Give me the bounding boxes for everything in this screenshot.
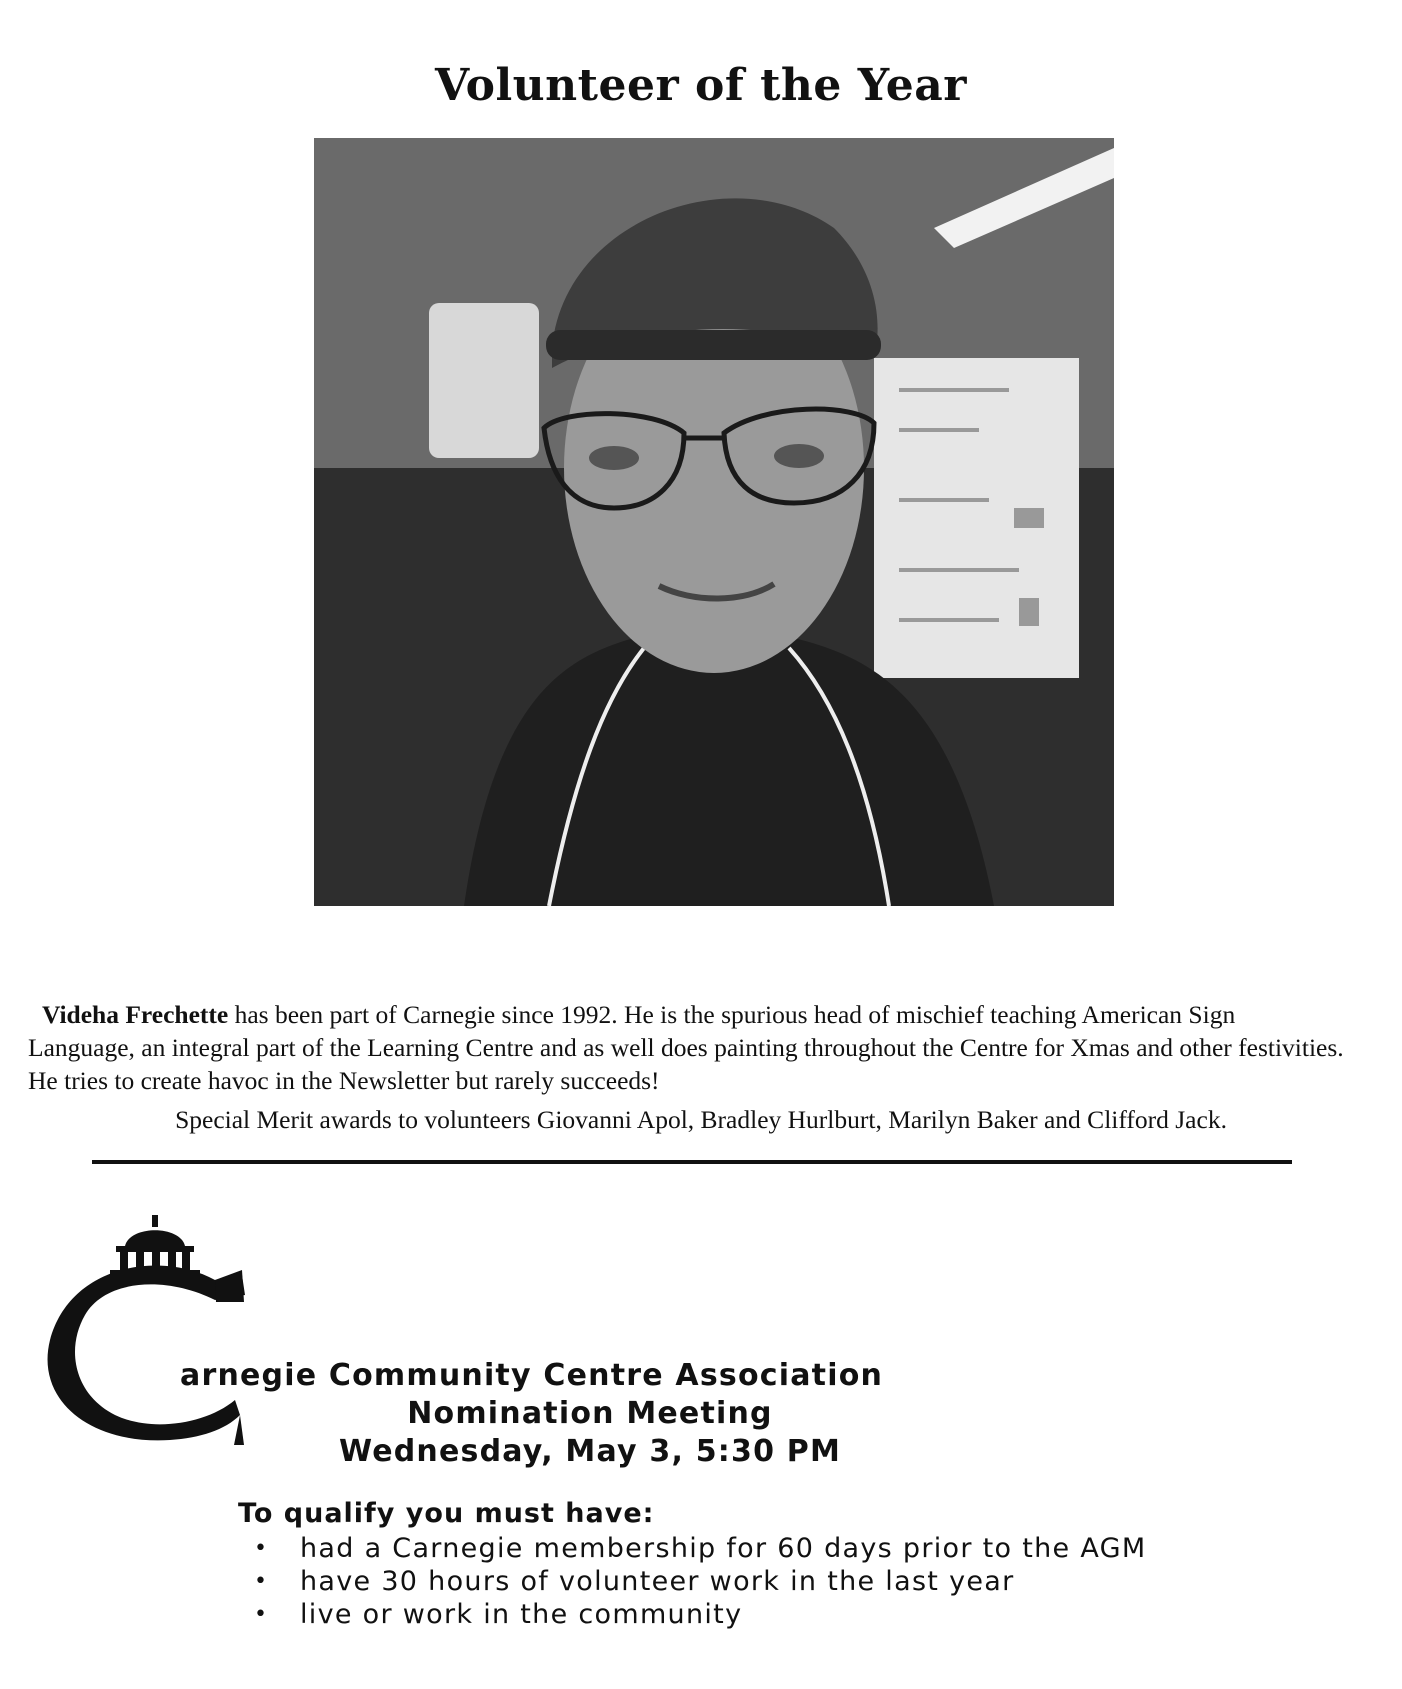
bio-text: has been part of Carnegie since 1992. He is the spurious head of mischief teaching American Sign Language, an integral part of the Learning Centre and as well does painting throughout the Centre for Xmas and other festivities. He tries to create havoc in the Newsletter but rarely succeeds! <box>28 999 1344 1095</box>
bio-paragraph <box>28 998 1348 1097</box>
section-divider <box>92 1160 1292 1164</box>
volunteer-photo <box>314 138 1114 906</box>
list-item: • had a Carnegie membership for 60 days prior to the AGM <box>248 1532 1146 1565</box>
requirements-list <box>248 1532 1146 1631</box>
list-item: • have 30 hours of volunteer work in the last year <box>248 1565 1146 1598</box>
page-title: Volunteer of the Year <box>435 60 967 111</box>
list-item: • live or work in the community <box>248 1598 1146 1631</box>
merit-awards: Special Merit awards to volunteers Giovanni Apol, Bradley Hurlburt, Marilyn Baker and Clifford Jack. <box>175 1105 1227 1134</box>
event-name: Nomination Meeting <box>407 1396 773 1431</box>
volunteer-name: Videha Frechette <box>42 999 229 1029</box>
event-datetime: Wednesday, May 3, 5:30 PM <box>338 1434 842 1469</box>
organization-name: arnegie Community Centre Association <box>180 1358 884 1393</box>
qualify-heading: To qualify you must have: <box>238 1498 655 1529</box>
